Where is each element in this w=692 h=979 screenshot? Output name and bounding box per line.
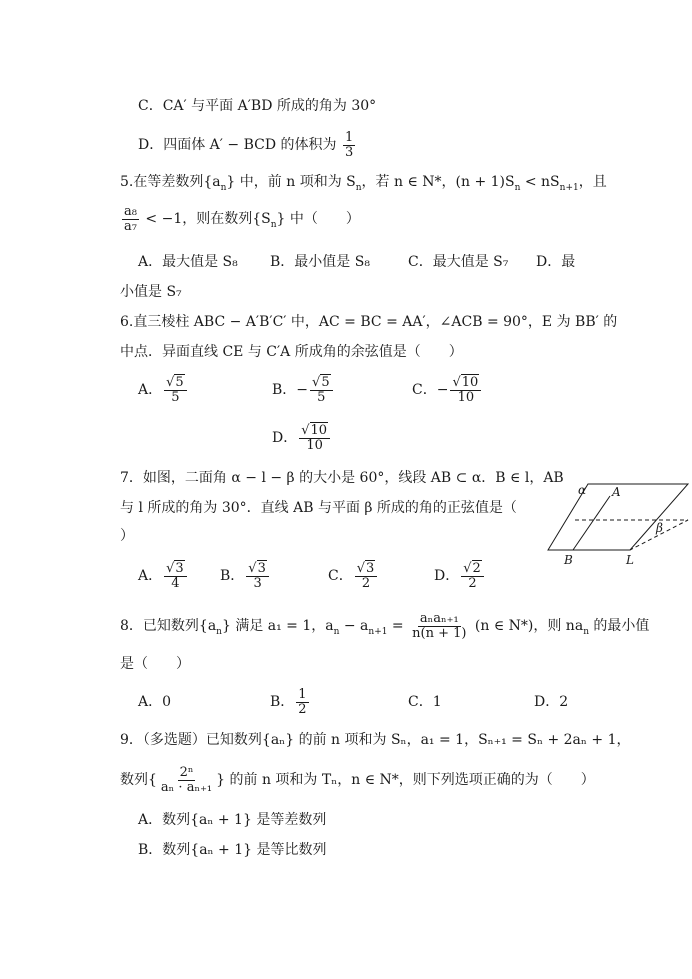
q5-option-b: B．最小值是 S₈	[270, 254, 370, 270]
q5-stem-line-1: 5.在等差数列$\{a_n\}$ 中，前 n 项和为 $S_n$，若 n ∈ N*，$(n + 1)S_n < nS_{n+1}$，且	[120, 174, 607, 193]
q4-option-d-fraction: $\frac{1}{3}$	[344, 129, 354, 160]
label-a: A	[612, 485, 621, 499]
q7-stem-line-1: 7．如图，二面角 α − l − β 的大小是 60°，线段 AB ⊂ α．B ∈ l，AB	[120, 470, 564, 486]
q8-option-a: A．0	[138, 694, 172, 710]
q9-sequence-fraction: $\frac{\text{2ⁿ}}{\text{aₙ · aₙ₊₁}}$	[160, 764, 213, 795]
q7-stem-line-2: 与 l 所成的角为 30°．直线 AB 与平面 β 所成的角的正弦值是（	[120, 500, 517, 516]
q4-option-c: C．CA′ 与平面 A′BD 所成的角为 30°	[138, 98, 377, 114]
q7-option-d: D． $\frac{√2}{2}$	[434, 558, 486, 594]
segment-ab	[573, 496, 610, 550]
q7-option-c: C． $\frac{√3}{2}$	[328, 558, 379, 594]
q6-stem-line-1: 6.直三棱柱 ABC − A′B′C′ 中，AC = BC = AA′，∠ACB = 90°，E 为 BB′ 的	[120, 314, 618, 330]
q5-stem-line-2: $\frac{\text{a₈}}{\text{a₇}}$ < −1，则在数列$\{S_n\}$ 中（ ）	[124, 203, 360, 234]
q4-option-d-text: D．四面体 A′ − BCD 的体积为	[138, 137, 337, 153]
q9-stem-line-2: 数列{ $\frac{\text{2ⁿ}}{\text{aₙ · aₙ₊₁}}$ } 的前 n 项和为 Tₙ，n ∈ N*，则下列选项正确的为（ ）	[120, 764, 595, 795]
q8-option-b: B． $\frac{1}{2}$	[270, 686, 307, 717]
dihedral-angle-figure	[540, 478, 690, 570]
q7-option-a: A． $\frac{√3}{4}$	[138, 558, 189, 594]
q9-stem-line-1: 9．（多选题）已知数列{aₙ} 的前 n 项和为 Sₙ，a₁ = 1，Sₙ₊₁ = Sₙ + 2aₙ + 1，	[120, 732, 631, 748]
plane-beta-outline	[575, 520, 688, 550]
q7-option-b: B． $\frac{√3}{3}$	[220, 558, 271, 594]
q9-option-a: A．数列{aₙ + 1} 是等差数列	[138, 812, 327, 828]
q8-option-c: C．1	[408, 694, 442, 710]
q4-option-d	[138, 128, 357, 162]
q9-option-b: B．数列{aₙ + 1} 是等比数列	[138, 842, 327, 858]
label-l: L	[626, 553, 634, 567]
q5-ratio-fraction: $\frac{\text{a₈}}{\text{a₇}}$	[124, 203, 137, 234]
q8-stem-line-2: 是（ ）	[120, 656, 190, 672]
q6-option-b: B．− $\frac{√5}{5}$	[272, 372, 335, 408]
label-alpha: α	[578, 483, 587, 497]
q5-option-d-cont: 小值是 S₇	[120, 284, 182, 300]
q7-stem-line-3: ）	[120, 528, 134, 544]
q5-option-d: D．最	[536, 254, 576, 270]
q5-option-c: C．最大值是 S₇	[408, 254, 509, 270]
q6-option-a: A． $\frac{√5}{5}$	[138, 372, 189, 408]
q8-option-d: D．2	[534, 694, 569, 710]
q8-recurrence-fraction: $\frac{\text{aₙaₙ₊₁}}{n(n + 1)}$	[412, 610, 467, 641]
q6-option-c: C．− $\frac{√10}{10}$	[412, 372, 483, 408]
q6-option-d: D． $\frac{√10}{10}$	[272, 420, 332, 456]
q5-option-a: A．最大值是 S₈	[138, 254, 238, 270]
q8-stem-line-1: 8．已知数列$\{a_n\}$ 满足 a₁ = 1，$a_n - a_{n+1}$ = $\frac{\text{aₙaₙ₊₁}}{n(n + 1)}$ (n ∈ N*)，则 $na_n$ 的最小值	[120, 610, 650, 641]
label-b: B	[564, 553, 573, 567]
q6-stem-line-2: 中点．异面直线 CE 与 C′A 所成角的余弦值是（ ）	[120, 344, 463, 360]
label-beta: β	[656, 521, 663, 535]
